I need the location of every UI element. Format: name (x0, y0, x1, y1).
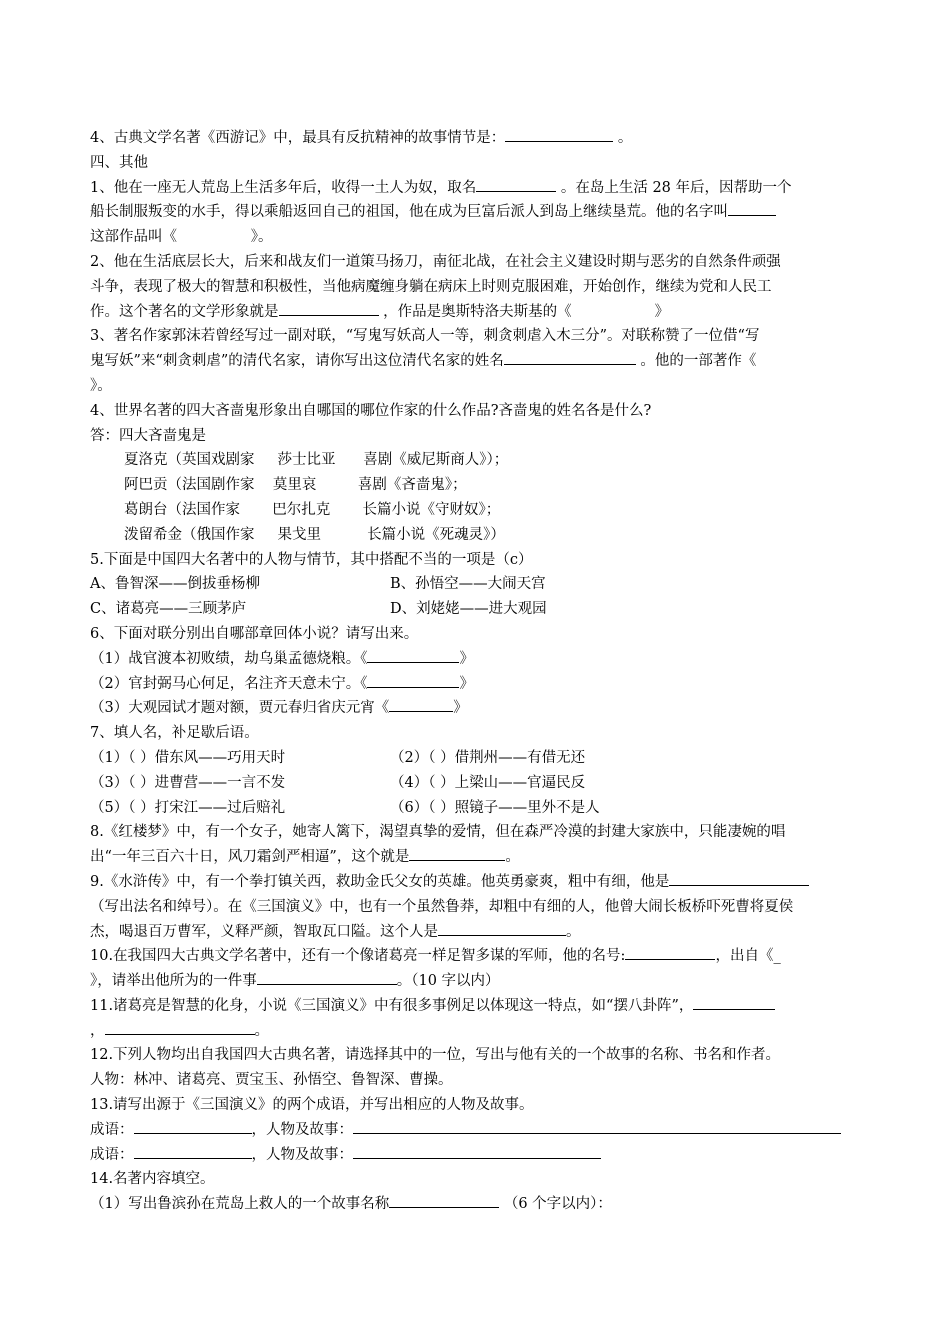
answer-blank[interactable] (105, 1019, 255, 1035)
line-text-after: 。在岛上生活 28 年后，因帮助一个 (556, 179, 792, 196)
line-text: （1）战官渡本初败绩，劫乌巢孟德烧粮。《 (90, 650, 368, 667)
line-text: 14.名著内容填空。 (90, 1171, 215, 1188)
answer-blank[interactable] (367, 647, 459, 663)
text-line (90, 672, 870, 697)
text-line (90, 647, 870, 672)
answer-blank[interactable] (438, 920, 566, 936)
text-line (90, 374, 870, 399)
text-line (90, 597, 870, 622)
line-text-after: 。他的一部著作《 (635, 353, 757, 370)
answer-blank[interactable] (279, 300, 379, 316)
text-line (90, 1019, 870, 1044)
answer-blank[interactable] (669, 870, 809, 886)
answer-blank[interactable] (625, 944, 715, 960)
line-text: （3）大观园试才题对额，贾元春归省庆元宵《 (90, 700, 390, 717)
line-text: 成语： (90, 1121, 134, 1138)
line-text: 11.诸葛亮是智慧的化身，小说《三国演义》中有很多事例足以体现这一特点，如“摆八卦阵”， (90, 997, 694, 1014)
option-right: D、刘姥姥——进大观园 (390, 601, 547, 618)
option-left: A、鲁智深——倒拔垂杨柳 (90, 576, 260, 593)
line-text: 》，请举出他所为的一件事 (90, 973, 257, 990)
text-line (90, 1143, 870, 1168)
line-text: 阿巴贡（法国剧作家 莫里哀 喜剧《吝啬鬼》； (124, 477, 467, 494)
line-text-after: ，出自《_ (715, 948, 781, 965)
answer-blank[interactable] (134, 1143, 252, 1159)
answer-blank[interactable] (728, 200, 776, 216)
text-line (90, 349, 870, 374)
text-line (90, 994, 870, 1019)
line-text: 1、他在一座无人荒岛上生活多年后，收得一土人为奴，取名 (90, 179, 477, 196)
text-line (90, 225, 870, 250)
text-line (90, 473, 870, 498)
text-line (90, 622, 870, 647)
option-right: （2）（ ）借荆州——有借无还 (390, 749, 586, 766)
document-page (90, 126, 870, 1217)
text-line (90, 1093, 870, 1118)
line-text: 出“一年三百六十日，风刀霜剑严相逼”，这个就是 (90, 849, 410, 866)
line-text: 7、填人名，补足歇后语。 (90, 725, 259, 742)
line-text: 4、世界名著的四大吝啬鬼形象出自哪国的哪位作家的什么作品?吝啬鬼的姓名各是什么? (90, 402, 652, 419)
line-text: 6、下面对联分别出自哪部章回体小说？请写出来。 (90, 625, 419, 642)
line-text: 》。 (90, 377, 112, 394)
line-text-after: 。 (613, 130, 633, 146)
text-line (90, 920, 870, 945)
answer-blank[interactable] (505, 126, 613, 142)
text-line (90, 275, 870, 300)
line-text: （2）官封弼马心何足，名注齐天意未宁。《 (90, 675, 368, 692)
text-line (90, 845, 870, 870)
line-text: 杰，喝退百万曹军，义释严颜，智取瓦口隘。这个人是 (90, 923, 438, 940)
line-text: 2、他在生活底层长大，后来和战友们一道策马扬刀，南征北战，在社会主义建设时期与恶劣的自然条件顽强 (90, 253, 781, 270)
text-line (90, 548, 870, 573)
text-line (90, 324, 870, 349)
text-line (90, 300, 870, 325)
answer-blank[interactable] (476, 176, 556, 192)
text-line (90, 1167, 870, 1192)
line-text: 船长制服叛变的水手，得以乘船返回自己的祖国，他在成为巨富后派人到岛上继续垦荒。他的名字叫 (90, 204, 728, 221)
text-line (90, 200, 870, 225)
line-text: 成语： (90, 1146, 134, 1163)
line-text: 夏洛克（英国戏剧家 莎士比亚 喜剧《威尼斯商人》）； (124, 452, 509, 469)
text-line (90, 498, 870, 523)
text-line (90, 746, 870, 771)
line-text-after: 》 (459, 650, 474, 667)
line-text: 这部作品叫《 》。 (90, 229, 273, 246)
text-line (90, 1118, 870, 1143)
answer-blank[interactable] (257, 969, 397, 985)
option-left: （1）（ ）借东风——巧用天时 (90, 749, 286, 766)
text-line (90, 895, 870, 920)
option-left: （3）（ ）进曹营——一言不发 (90, 774, 286, 791)
line-text-after: 。 (566, 923, 581, 940)
text-line (90, 424, 870, 449)
answer-blank[interactable] (134, 1118, 252, 1134)
text-line (90, 1068, 870, 1093)
line-text-after: 。（10 字以内） (396, 973, 500, 990)
line-text-after: （6 个字以内）： (499, 1196, 612, 1213)
text-line (90, 176, 870, 201)
line-text-after: ，人物及故事： (251, 1121, 353, 1138)
text-line (90, 448, 870, 473)
text-line (90, 523, 870, 548)
option-right: B、孙悟空——大闹天宫 (390, 576, 546, 593)
text-line (90, 126, 870, 151)
text-line (90, 696, 870, 721)
line-text-after: 。 (254, 1022, 269, 1039)
option-right: （4）（ ）上梁山——官逼民反 (390, 774, 586, 791)
text-line (90, 250, 870, 275)
option-left: C、诸葛亮——三顾茅庐 (90, 601, 247, 618)
line-text-after: ，作品是奥斯特洛夫斯基的《 》 (378, 303, 670, 320)
line-text: 4、古典文学名著《西游记》中，最具有反抗精神的故事情节是： (90, 130, 506, 146)
answer-blank[interactable] (693, 994, 775, 1010)
text-line (90, 572, 870, 597)
line-text: 四、其他 (90, 154, 148, 171)
answer-blank[interactable] (353, 1143, 601, 1159)
line-text: （1）写出鲁滨孙在荒岛上救人的一个故事名称 (90, 1196, 390, 1213)
line-text: ， (90, 1022, 105, 1039)
line-text: 作。这个著名的文学形象就是 (90, 303, 279, 320)
line-text: 13.请写出源于《三国演义》的两个成语，并写出相应的人物及故事。 (90, 1097, 534, 1114)
line-text: 8.《红楼梦》中，有一个女子，她寄人篱下，渴望真挚的爱情，但在森严冷漠的封建大家族中，只能凄婉的唱 (90, 824, 786, 841)
line-text: 12.下列人物均出自我国四大古典名著，请选择其中的一位，写出与他有关的一个故事的名称、书名和作者。 (90, 1047, 781, 1064)
answer-blank[interactable] (409, 845, 505, 861)
answer-blank[interactable] (504, 349, 636, 365)
line-text: 鬼写妖”来“刺贪刺虐”的清代名家，请你写出这位清代名家的姓名 (90, 353, 504, 370)
answer-blank[interactable] (389, 696, 453, 712)
text-line (90, 1043, 870, 1068)
line-text: 10.在我国四大古典文学名著中，还有一个像诸葛亮一样足智多谋的军师，他的名号: (90, 948, 626, 965)
line-text: 葛朗台（法国作家 巴尔扎克 长篇小说《守财奴》； (124, 501, 501, 518)
text-line (90, 796, 870, 821)
line-text: 5.下面是中国四大名著中的人物与情节，其中搭配不当的一项是（c） (90, 551, 533, 568)
line-text: 3、著名作家郭沫若曾经写过一副对联，“写鬼写妖高人一等，刺贪刺虐入木三分”。对联称赞了一位借“写 (90, 328, 760, 345)
text-line (90, 151, 870, 176)
option-left: （5）（ ）打宋江——过后赔礼 (90, 799, 286, 816)
line-text: 泼留希金（俄国作家 果戈里 长篇小说《死魂灵》） (124, 526, 505, 543)
line-text: 斗争，表现了极大的智慧和积极性，当他病魔缠身躺在病床上时则克服困难，开始创作，继续为党和人民工 (90, 278, 772, 295)
text-line (90, 721, 870, 746)
text-line (90, 820, 870, 845)
text-line (90, 870, 870, 895)
line-text: 人物：林冲、诸葛亮、贾宝玉、孙悟空、鲁智深、曹操。 (90, 1072, 453, 1089)
line-text: 答：四大吝啬鬼是 (90, 427, 206, 444)
answer-blank[interactable] (353, 1118, 841, 1134)
line-text: 9.《水浒传》中，有一个拳打镇关西，救助金氏父女的英雄。他英勇豪爽，粗中有细，他是 (90, 873, 670, 890)
answer-blank[interactable] (367, 672, 459, 688)
text-line (90, 771, 870, 796)
text-line (90, 944, 870, 969)
line-text-after: 》 (459, 675, 474, 692)
line-text: （写出法名和绰号）。在《三国演义》中，也有一个虽然鲁莽，却粗中有细的人，他曾大闹长板桥吓死曹将夏侯 (90, 898, 794, 915)
line-text-after: 。 (505, 849, 520, 866)
answer-blank[interactable] (389, 1192, 499, 1208)
line-text-after: 》 (453, 700, 468, 717)
text-line (90, 399, 870, 424)
text-line (90, 1192, 870, 1217)
option-right: （6）（ ）照镜子——里外不是人 (390, 799, 600, 816)
line-text-after: ，人物及故事： (251, 1146, 353, 1163)
text-line (90, 969, 870, 994)
